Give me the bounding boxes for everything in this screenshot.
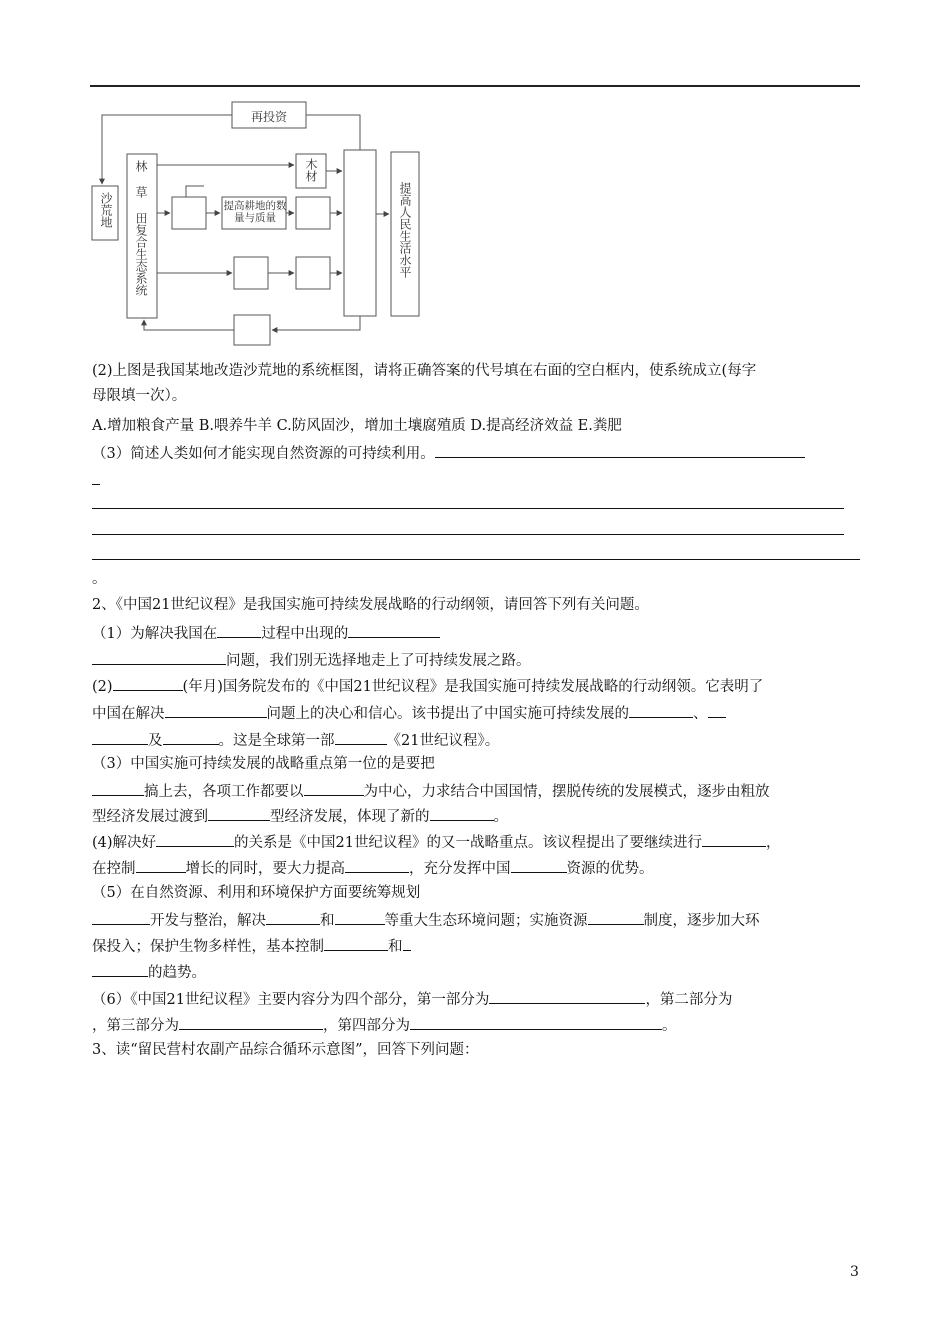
s2-p5-line1: （5）在自然资源、利用和环境保护方面要统筹规划 [92, 885, 421, 901]
text: 资源的优势。 [566, 861, 654, 877]
answer-blank[interactable] [208, 806, 270, 821]
text: 保投入；保护生物多样性，基本控制 [92, 939, 324, 955]
text: 的趋势。 [148, 965, 206, 981]
top-rule [90, 85, 860, 87]
answer-blank[interactable] [324, 936, 388, 951]
s2-p4-line2 [92, 858, 654, 878]
answer-blank[interactable] [92, 470, 100, 485]
text: 和 [388, 939, 403, 955]
answer-blank[interactable] [163, 730, 219, 745]
s2-p3-line3 [92, 806, 508, 826]
answer-blank[interactable] [217, 623, 261, 638]
s2-title: 2、《中国21世纪议程》是我国实施可持续发展战略的行动纲领，请回答下列有关问题。 [92, 597, 649, 613]
answer-blank[interactable] [266, 910, 320, 925]
answer-blank[interactable] [92, 910, 150, 925]
timber-label: 木材 [304, 158, 318, 182]
text: (年月)国务院发布的《中国21世纪议程》是我国实施可持续发展战略的行动纲领。它表明了 [182, 679, 764, 695]
answer-blank[interactable] [304, 781, 364, 796]
text: 在控制 [92, 861, 136, 877]
answer-blank[interactable] [179, 1015, 323, 1030]
text: （6）《中国21世纪议程》主要内容分为四个部分，第一部分为 [92, 992, 490, 1008]
text: 问题，我们别无选择地走上了可持续发展之路。 [226, 653, 531, 669]
s2-p1-line1 [92, 623, 440, 643]
blank-box-5 [234, 315, 270, 345]
text: 过程中出现的 [261, 626, 349, 642]
text: 制度，逐步加大环 [643, 913, 760, 929]
answer-blank[interactable] [156, 832, 234, 847]
s2-p2-line1 [92, 676, 763, 696]
answer-blank[interactable] [348, 623, 440, 638]
s2-p6-line2 [92, 1015, 677, 1035]
text: 。这是全球第一部 [218, 733, 335, 749]
text: ，第三部分为 [92, 1018, 179, 1034]
blank-box-4 [296, 257, 330, 289]
text: (2) [92, 679, 113, 695]
answer-blank[interactable] [511, 858, 567, 873]
answer-blank[interactable] [708, 703, 726, 718]
answer-blank[interactable] [165, 703, 267, 718]
text: 的关系是《中国21世纪议程》的又一战略重点。该议程提出了要继续进行 [234, 835, 702, 851]
s2-p2-line2 [92, 703, 726, 723]
q3-line [92, 443, 805, 463]
text: 中国在解决 [92, 706, 165, 722]
desert-reclamation-diagram [88, 96, 428, 346]
text: 问题上的决心和信心。该书提出了中国实施可持续发展的 [266, 706, 629, 722]
reinvest-label: 再投资 [250, 110, 287, 124]
text: ， [766, 835, 781, 851]
answer-blank[interactable] [92, 962, 148, 977]
text: (4)解决好 [92, 835, 157, 851]
text: 型经济发展过渡到 [92, 809, 208, 825]
text: 、 [693, 706, 708, 722]
text: 及 [148, 733, 163, 749]
answer-blank[interactable] [113, 676, 183, 691]
q2-text-line2: 母限填一次）。 [92, 388, 187, 404]
text: 为中心，力求结合中国国情，摆脱传统的发展模式，逐步由粗放 [363, 784, 770, 800]
text: 。 [662, 1018, 677, 1034]
improve-life-label: 提高人民生活水平 [398, 182, 412, 278]
answer-blank[interactable] [410, 1015, 662, 1030]
q2-options: A.增加粮食产量 B.喂养牛羊 C.防风固沙，增加土壤腐殖质 D.提高经济效益 E.粪肥 [92, 418, 622, 434]
page-number: 3 [850, 1264, 859, 1280]
text: 增长的同时，要大力提高 [185, 861, 345, 877]
s2-p1-line2 [92, 650, 531, 670]
farmland-label: 提高耕地的数量与质量 [223, 200, 287, 224]
text: 型经济发展，体现了新的 [270, 809, 430, 825]
text: 开发与整治，解决 [150, 913, 266, 929]
q3-prompt: （3）简述人类如何才能实现自然资源的可持续利用。 [92, 446, 435, 462]
answer-blank[interactable] [489, 989, 645, 1004]
s2-p5-line4 [92, 962, 206, 982]
answer-blank[interactable] [588, 910, 644, 925]
answer-line[interactable] [92, 508, 844, 509]
s2-p3-line1: （3）中国实施可持续发展的战略重点第一位的是要把 [92, 756, 435, 772]
answer-blank[interactable] [335, 730, 387, 745]
s2-p5-line3 [92, 936, 411, 956]
text: ，第二部分为 [645, 992, 733, 1008]
answer-blank[interactable] [435, 443, 805, 458]
text: ，第四部分为 [323, 1018, 410, 1034]
big-bracket-box [344, 150, 376, 316]
answer-blank[interactable] [403, 936, 411, 951]
text: ，充分发挥中国 [409, 861, 511, 877]
s2-p4-line1 [92, 832, 781, 852]
text: 搞上去，各项工作都要以 [144, 784, 304, 800]
answer-line[interactable] [92, 559, 860, 560]
answer-blank[interactable] [92, 781, 144, 796]
text: （1）为解决我国在 [92, 626, 218, 642]
answer-blank[interactable] [430, 806, 494, 821]
blank-box-2 [296, 197, 330, 229]
blank-box-1 [172, 197, 206, 229]
blank-box-3 [234, 257, 268, 289]
text: 。 [493, 809, 508, 825]
s3-title: 3、读“留民营村农副产品综合循环示意图”，回答下列问题： [92, 1042, 479, 1058]
answer-blank[interactable] [92, 650, 226, 665]
answer-blank[interactable] [345, 858, 409, 873]
q2-text-line1: (2)上图是我国某地改造沙荒地的系统框图，请将正确答案的代号填在右面的空白框内，使系统成立(每字 [92, 363, 757, 379]
s2-p6-line1 [92, 989, 732, 1009]
answer-blank[interactable] [629, 703, 693, 718]
answer-line[interactable] [92, 534, 844, 535]
desert-label: 沙荒地 [99, 192, 113, 228]
s2-p3-line2 [92, 781, 770, 801]
agroforest-label: 林 草 田复合生态系统 [134, 160, 148, 296]
answer-blank[interactable] [136, 858, 186, 873]
text: 和 [320, 913, 335, 929]
s2-p2-line3 [92, 730, 499, 750]
answer-blank[interactable] [92, 730, 148, 745]
answer-blank[interactable] [702, 832, 766, 847]
s2-p5-line2 [92, 910, 760, 930]
answer-blank[interactable] [335, 910, 385, 925]
text: 《21世纪议程》。 [386, 733, 500, 749]
q3-dash [92, 470, 100, 490]
q3-end: 。 [92, 571, 107, 587]
text: 等重大生态环境问题；实施资源 [384, 913, 588, 929]
